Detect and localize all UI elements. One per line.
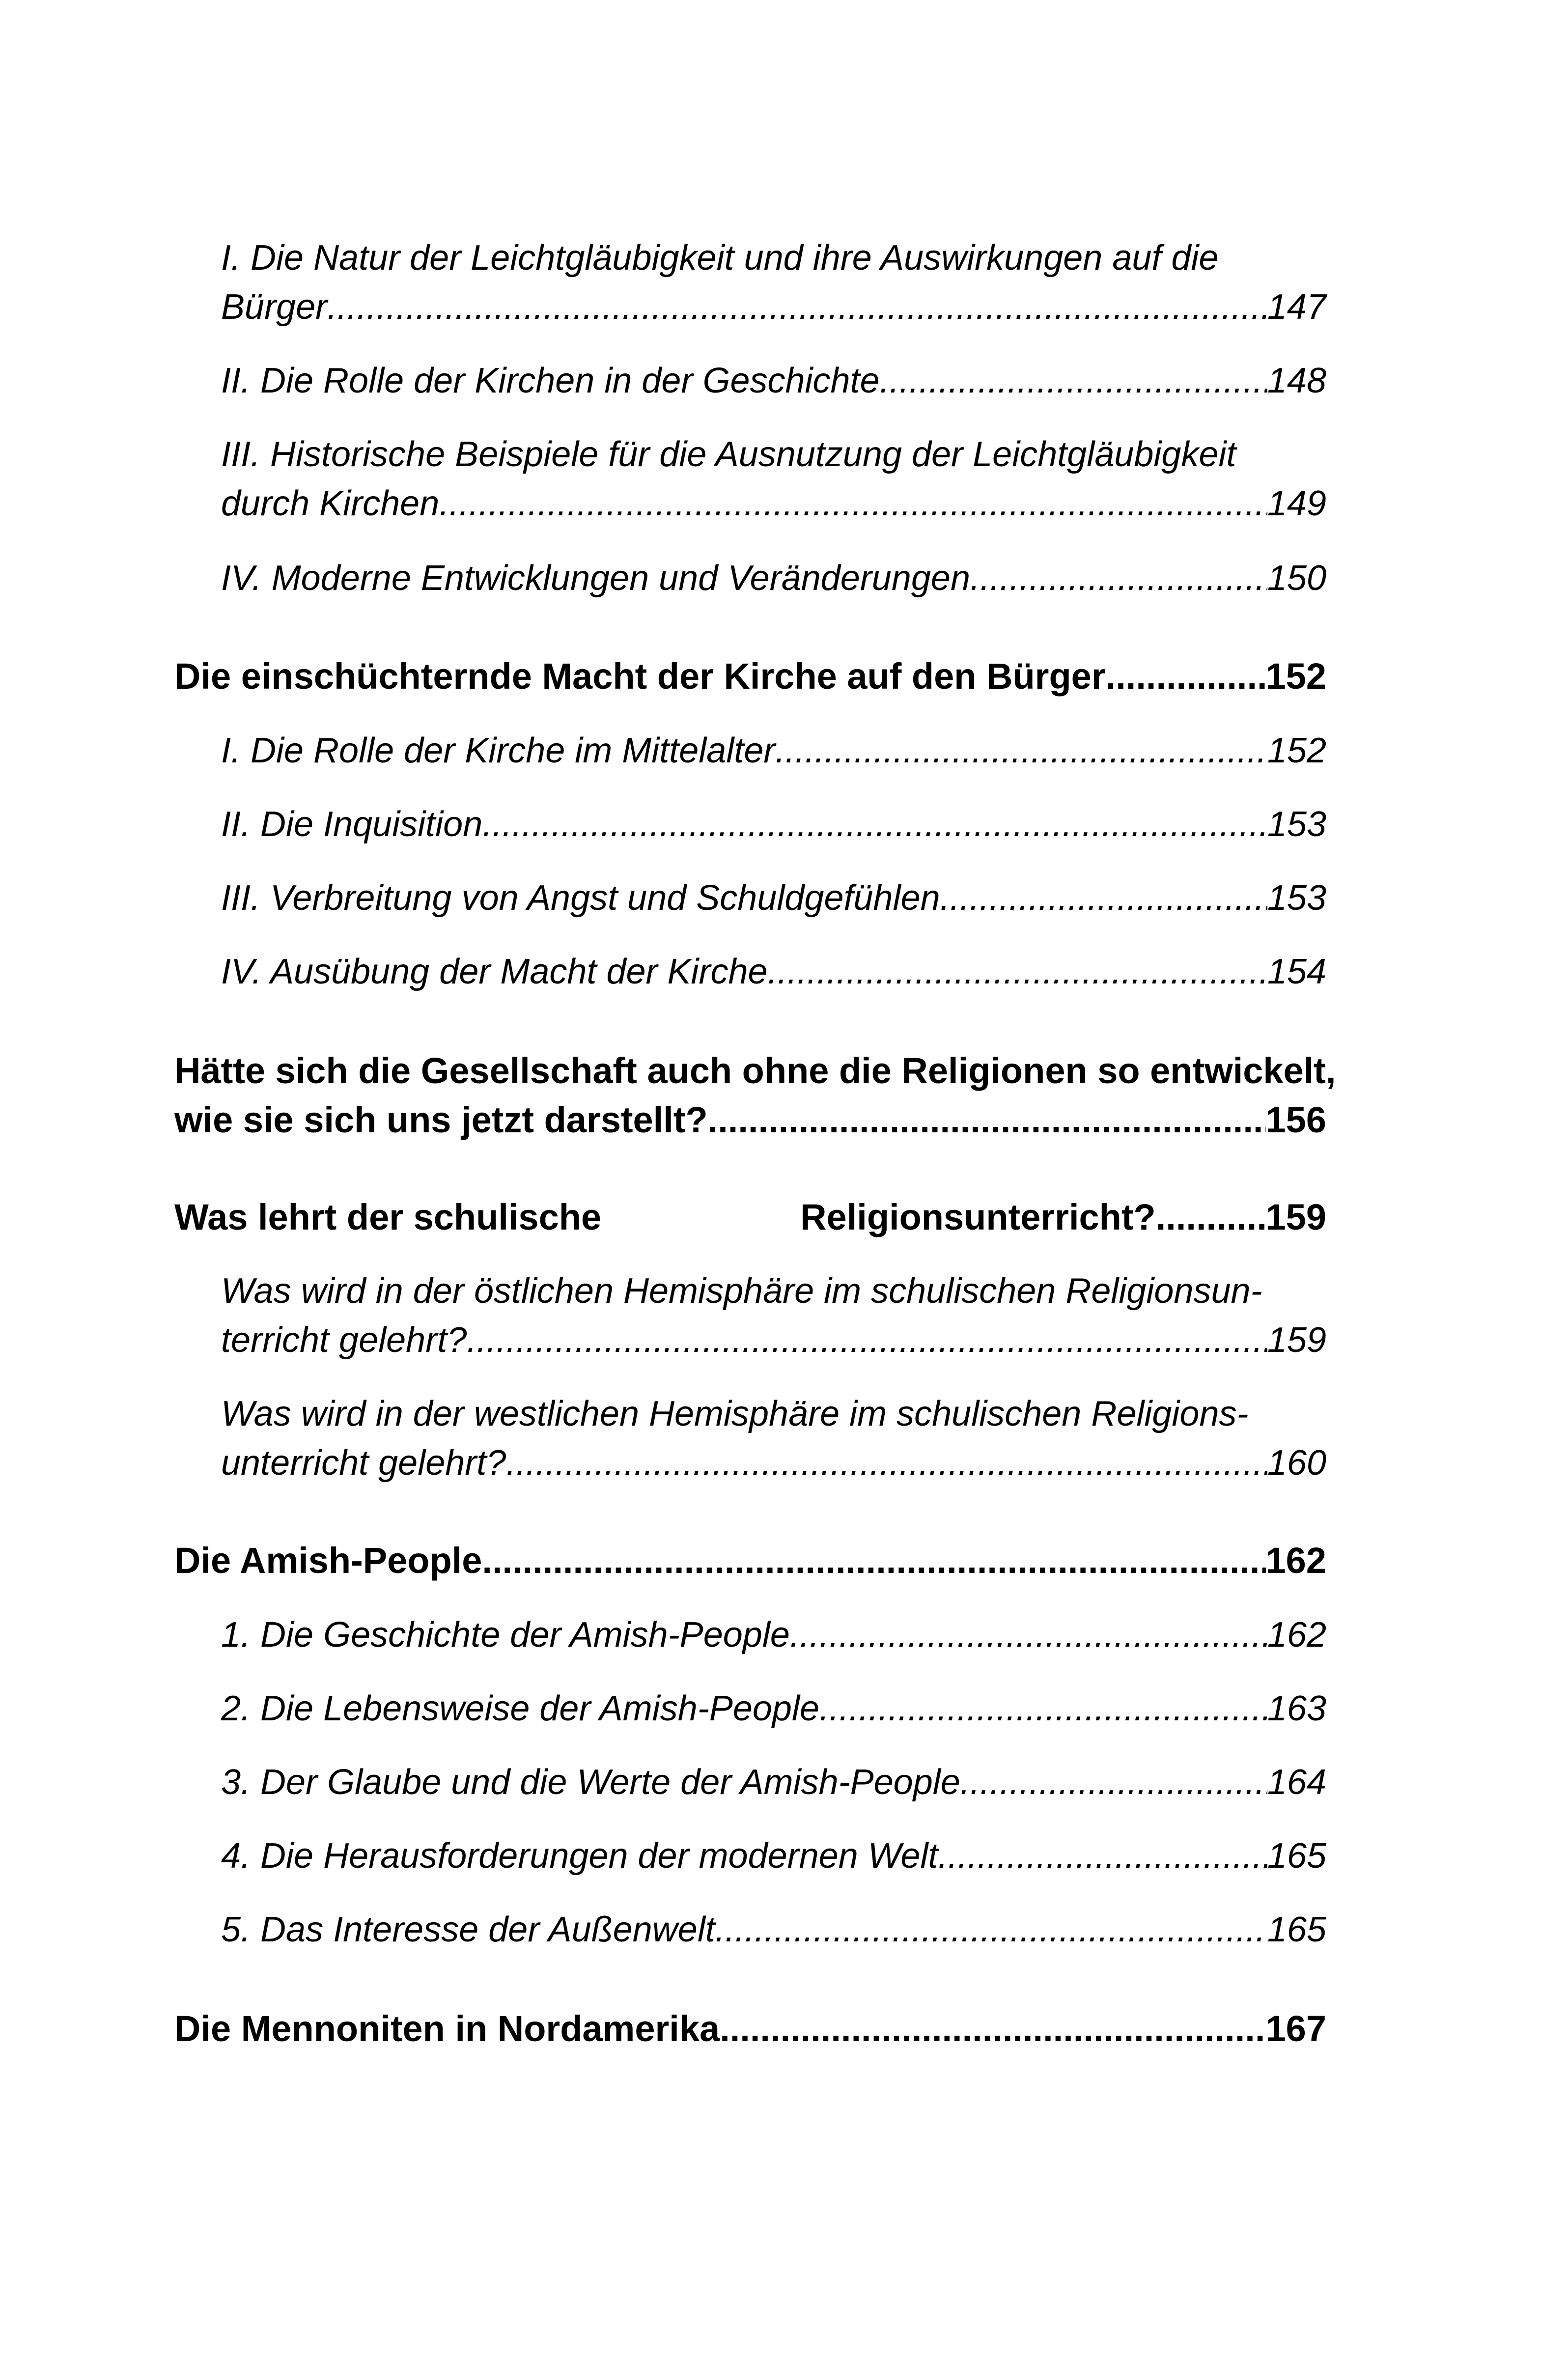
toc-entry <box>221 947 1326 996</box>
dot-leader <box>790 1610 1267 1659</box>
chapter-title: Die Mennoniten in Nordamerika <box>174 2008 720 2049</box>
toc-chapter <box>174 1536 1326 1585</box>
entry-title: Bürger <box>221 287 328 327</box>
page-number: 164 <box>1267 1763 1326 1802</box>
toc-chapter <box>174 652 1326 701</box>
entry-title: terricht gelehrt? <box>221 1320 467 1360</box>
toc-entry <box>221 1389 1326 1488</box>
page-number: 159 <box>1267 1320 1326 1360</box>
page-number: 167 <box>1265 2008 1326 2049</box>
dot-leader <box>467 1316 1267 1365</box>
page-number: 153 <box>1267 805 1326 844</box>
entry-title: Was wird in der westlichen Hemisphäre im schulischen Religions- <box>221 1394 1249 1433</box>
dot-leader <box>715 1905 1267 1954</box>
toc-entry <box>221 873 1326 923</box>
dot-leader <box>775 726 1267 775</box>
toc-entry <box>221 554 1326 603</box>
page-number: 160 <box>1267 1443 1326 1483</box>
toc-entry <box>221 1758 1326 1807</box>
entry-title: 4. Die Herausforderungen der modernen Welt <box>221 1836 938 1876</box>
dot-leader <box>768 947 1267 996</box>
page-number: 156 <box>1265 1099 1326 1140</box>
page-number: 152 <box>1265 656 1326 697</box>
entry-title: IV. Ausübung der Macht der Kirche <box>221 952 768 991</box>
toc-chapter <box>174 1193 1326 1242</box>
entry-title: I. Die Rolle der Kirche im Mittelalter <box>221 731 776 770</box>
entry-title: unterricht gelehrt? <box>221 1443 506 1483</box>
page-number: 162 <box>1267 1615 1326 1655</box>
dot-leader <box>708 1095 1266 1145</box>
toc-entry <box>221 1610 1326 1659</box>
entry-title: III. Historische Beispiele für die Ausnutzung der Leichtgläubigkeit <box>221 435 1236 474</box>
toc-entry <box>221 726 1326 775</box>
entry-title: durch Kirchen <box>221 484 440 523</box>
entry-title: 2. Die Lebensweise der Amish-People <box>221 1689 819 1728</box>
entry-title: II. Die Rolle der Kirchen in der Geschichte <box>221 361 880 400</box>
chapter-title: Religionsunterricht? <box>800 1197 1156 1237</box>
dot-leader <box>482 1536 1265 1585</box>
dot-leader <box>506 1438 1267 1488</box>
page-number: 163 <box>1267 1689 1326 1728</box>
toc-chapter <box>174 1046 1336 1145</box>
dot-leader <box>938 1831 1267 1881</box>
chapter-title: Die einschüchternde Macht der Kirche auf den Bürger <box>174 656 1106 697</box>
page-number: 165 <box>1267 1910 1326 1949</box>
page-number: 150 <box>1267 559 1326 598</box>
toc-entry <box>221 1266 1326 1365</box>
dot-leader <box>327 282 1267 332</box>
dot-leader <box>819 1684 1267 1733</box>
entry-title: III. Verbreitung von Angst und Schuldgefühlen <box>221 878 940 918</box>
page-number: 162 <box>1265 1540 1326 1581</box>
dot-leader <box>1106 652 1266 701</box>
dot-leader <box>482 800 1267 849</box>
page-number: 148 <box>1267 361 1326 400</box>
dot-leader <box>960 1758 1267 1807</box>
entry-title: II. Die Inquisition <box>221 805 483 844</box>
entry-title: 5. Das Interesse der Außenwelt <box>221 1910 715 1949</box>
page-number: 154 <box>1267 952 1326 991</box>
entry-title: I. Die Natur der Leichtgläubigkeit und ihre Auswirkungen auf die <box>221 238 1219 278</box>
toc-entry <box>221 430 1326 528</box>
page-number: 159 <box>1265 1197 1326 1237</box>
dot-leader <box>439 479 1267 528</box>
dot-leader <box>720 2004 1265 2053</box>
toc-entry <box>221 1831 1326 1881</box>
entry-title: Was wird in der östlichen Hemisphäre im schulischen Religionsun- <box>221 1271 1262 1311</box>
toc-entry <box>221 233 1326 332</box>
entry-title: IV. Moderne Entwicklungen und Veränderungen <box>221 559 971 598</box>
page-number: 152 <box>1267 731 1326 770</box>
entry-title: 1. Die Geschichte der Amish-People <box>221 1615 790 1655</box>
dot-leader <box>1156 1193 1266 1242</box>
toc-entry <box>221 356 1326 405</box>
chapter-title: Die Amish-People <box>174 1540 482 1581</box>
dot-leader <box>880 356 1267 405</box>
toc-entry <box>221 1905 1326 1954</box>
toc-entry <box>221 1684 1326 1733</box>
page-number: 153 <box>1267 878 1326 918</box>
toc-chapter <box>174 2004 1326 2053</box>
dot-leader <box>970 554 1267 603</box>
page-number: 149 <box>1267 484 1326 523</box>
chapter-title: wie sie sich uns jetzt darstellt? <box>174 1099 708 1140</box>
page-number: 165 <box>1267 1836 1326 1876</box>
dot-leader <box>940 873 1267 923</box>
chapter-title: Was lehrt der schulische <box>174 1197 602 1237</box>
chapter-title: Hätte sich die Gesellschaft auch ohne die Religionen so entwickelt, <box>174 1050 1336 1091</box>
entry-title: 3. Der Glaube und die Werte der Amish-People <box>221 1763 960 1802</box>
page-number: 147 <box>1267 287 1326 327</box>
toc-entry <box>221 800 1326 849</box>
